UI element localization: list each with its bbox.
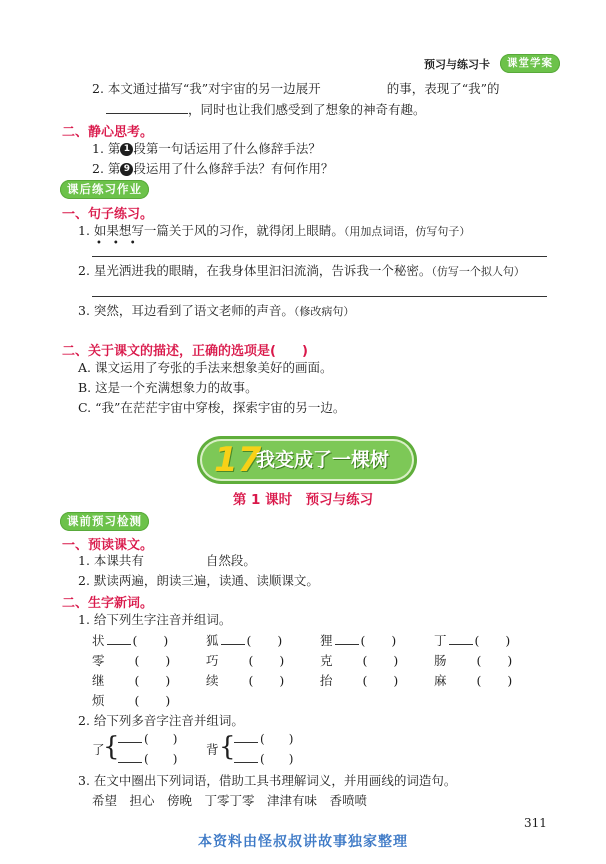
pinyin-blank[interactable] [107, 632, 131, 645]
sentence-q1-answer-line[interactable] [92, 256, 547, 257]
choice-c: C. “我”在茫茫宇宙中穿梭，探索宇宙的另一边。 [78, 400, 346, 415]
top-q2-part-c: ，同时也让我们感受到了想象的神奇有趣。 [188, 102, 426, 117]
top-q2-answer-blank[interactable] [106, 100, 188, 114]
char-cell: 巧 ( ) [206, 653, 285, 668]
header-badge: 课堂学案 [500, 54, 560, 73]
vocab-list: 希望 担心 傍晚 丁零丁零 津津有味 香喷喷 [92, 793, 368, 808]
watermark: 本资料由怪叔叔讲故事独家整理 [198, 834, 408, 850]
think-q1 [92, 140, 321, 158]
top-q2-line2 [106, 100, 426, 119]
lesson-title: 我变成了一棵树 [256, 449, 390, 471]
char-cell: 麻 ( ) [434, 673, 513, 688]
char-cell: 续 ( ) [206, 673, 285, 688]
sentence-q2 [78, 262, 525, 281]
preview-q1-suffix: 自然段。 [205, 553, 256, 568]
words-section-title: 二、生字新词。 [62, 596, 154, 611]
pinyin-blank[interactable] [335, 632, 359, 645]
emphasis-dots: ••• [96, 238, 147, 249]
sentence-q2-answer-line[interactable] [92, 296, 547, 297]
words-q3: 3. 在文中圈出下列词语，借助工具书理解词义，并用画线的词造句。 [78, 773, 457, 788]
sentence-q3-text: 3. 突然，耳边看到了语文老师的声音。 [78, 303, 294, 318]
preview-q1-prefix: 1. 本课共有 [78, 553, 144, 568]
preview-badge: 课前预习检测 [60, 512, 149, 531]
char-cell: 零 ( ) [92, 653, 171, 668]
think-q2-prefix: 2. 第 [92, 161, 121, 176]
choice-b: B. 这是一个充满想象力的故事。 [78, 380, 258, 395]
sentence-q3 [78, 302, 354, 321]
paragraph-number-1: 1 [120, 143, 133, 156]
pinyin-blank[interactable] [234, 750, 258, 763]
think-q2-text: 段运用了什么修辞手法？有何作用？ [133, 161, 334, 176]
char-cell: 丁 ( ) [434, 633, 511, 648]
think-section-title: 二、静心思考。 [62, 125, 154, 140]
think-q1-prefix: 1. 第 [92, 141, 121, 156]
top-q2-line1 [92, 80, 499, 98]
char-cell: 抬 ( ) [320, 673, 399, 688]
pinyin-blank[interactable] [234, 730, 258, 743]
pinyin-blank[interactable] [118, 750, 142, 763]
lesson-subtitle: 第 1 课时 预习与练习 [232, 492, 374, 508]
sentence-q3-note: （修改病句） [293, 305, 355, 318]
choice-title-close: ) [301, 344, 308, 359]
preview-section-title: 一、预读课文。 [62, 538, 154, 553]
sentence-q2-note: （仿写一个拟人句） [431, 265, 525, 278]
think-q2 [92, 160, 333, 178]
pinyin-blank[interactable] [221, 632, 245, 645]
sentence-section-title: 一、句子练习。 [62, 207, 154, 222]
char-cell: 烦 ( ) [92, 693, 171, 708]
char-cell: 克 ( ) [320, 653, 399, 668]
words-q2: 2. 给下列多音字注音并组词。 [78, 713, 244, 728]
header-section-label: 预习与练习卡 [424, 58, 490, 71]
pinyin-blank[interactable] [449, 632, 473, 645]
char-cell: 狐 ( ) [206, 633, 283, 648]
preview-q1 [78, 552, 256, 570]
sentence-q1-note: （用加点词语，仿写句子） [343, 225, 471, 238]
char-cell: 肠 ( ) [434, 653, 513, 668]
lesson-number: 17 [214, 440, 262, 480]
preview-q2: 2. 默读两遍，朗读三遍，读通、读顺课文。 [78, 573, 319, 588]
top-q2-part-a: 2. 本文通过描写“我”对宇宙的另一边展开 [92, 81, 321, 96]
char-cell: 状 ( ) [92, 633, 169, 648]
after-class-badge: 课后练习作业 [60, 180, 149, 199]
choice-title-text: 二、关于课文的描述，正确的选项是( [62, 344, 276, 359]
sentence-q2-text: 2. 星光洒进我的眼睛，在我身体里汩汩流淌，告诉我一个秘密。 [78, 263, 432, 278]
choice-a: A. 课文运用了夸张的手法来想象美好的画面。 [78, 360, 333, 375]
char-cell: 继 ( ) [92, 673, 171, 688]
char-cell: 狸 ( ) [320, 633, 397, 648]
think-q1-text: 段第一句话运用了什么修辞手法？ [133, 141, 321, 156]
page-number: 311 [524, 816, 547, 830]
choice-section-title [62, 340, 308, 359]
lesson-banner [200, 439, 414, 481]
words-q1: 1. 给下列生字注音并组词。 [78, 612, 232, 627]
top-q2-part-b: 的事，表现了“我”的 [386, 81, 500, 96]
sentence-q1-text: 1. 如果想写一篇关于风的习作，就得闭上眼睛。 [78, 223, 344, 238]
pinyin-blank[interactable] [118, 730, 142, 743]
paragraph-number-9: 9 [120, 163, 133, 176]
